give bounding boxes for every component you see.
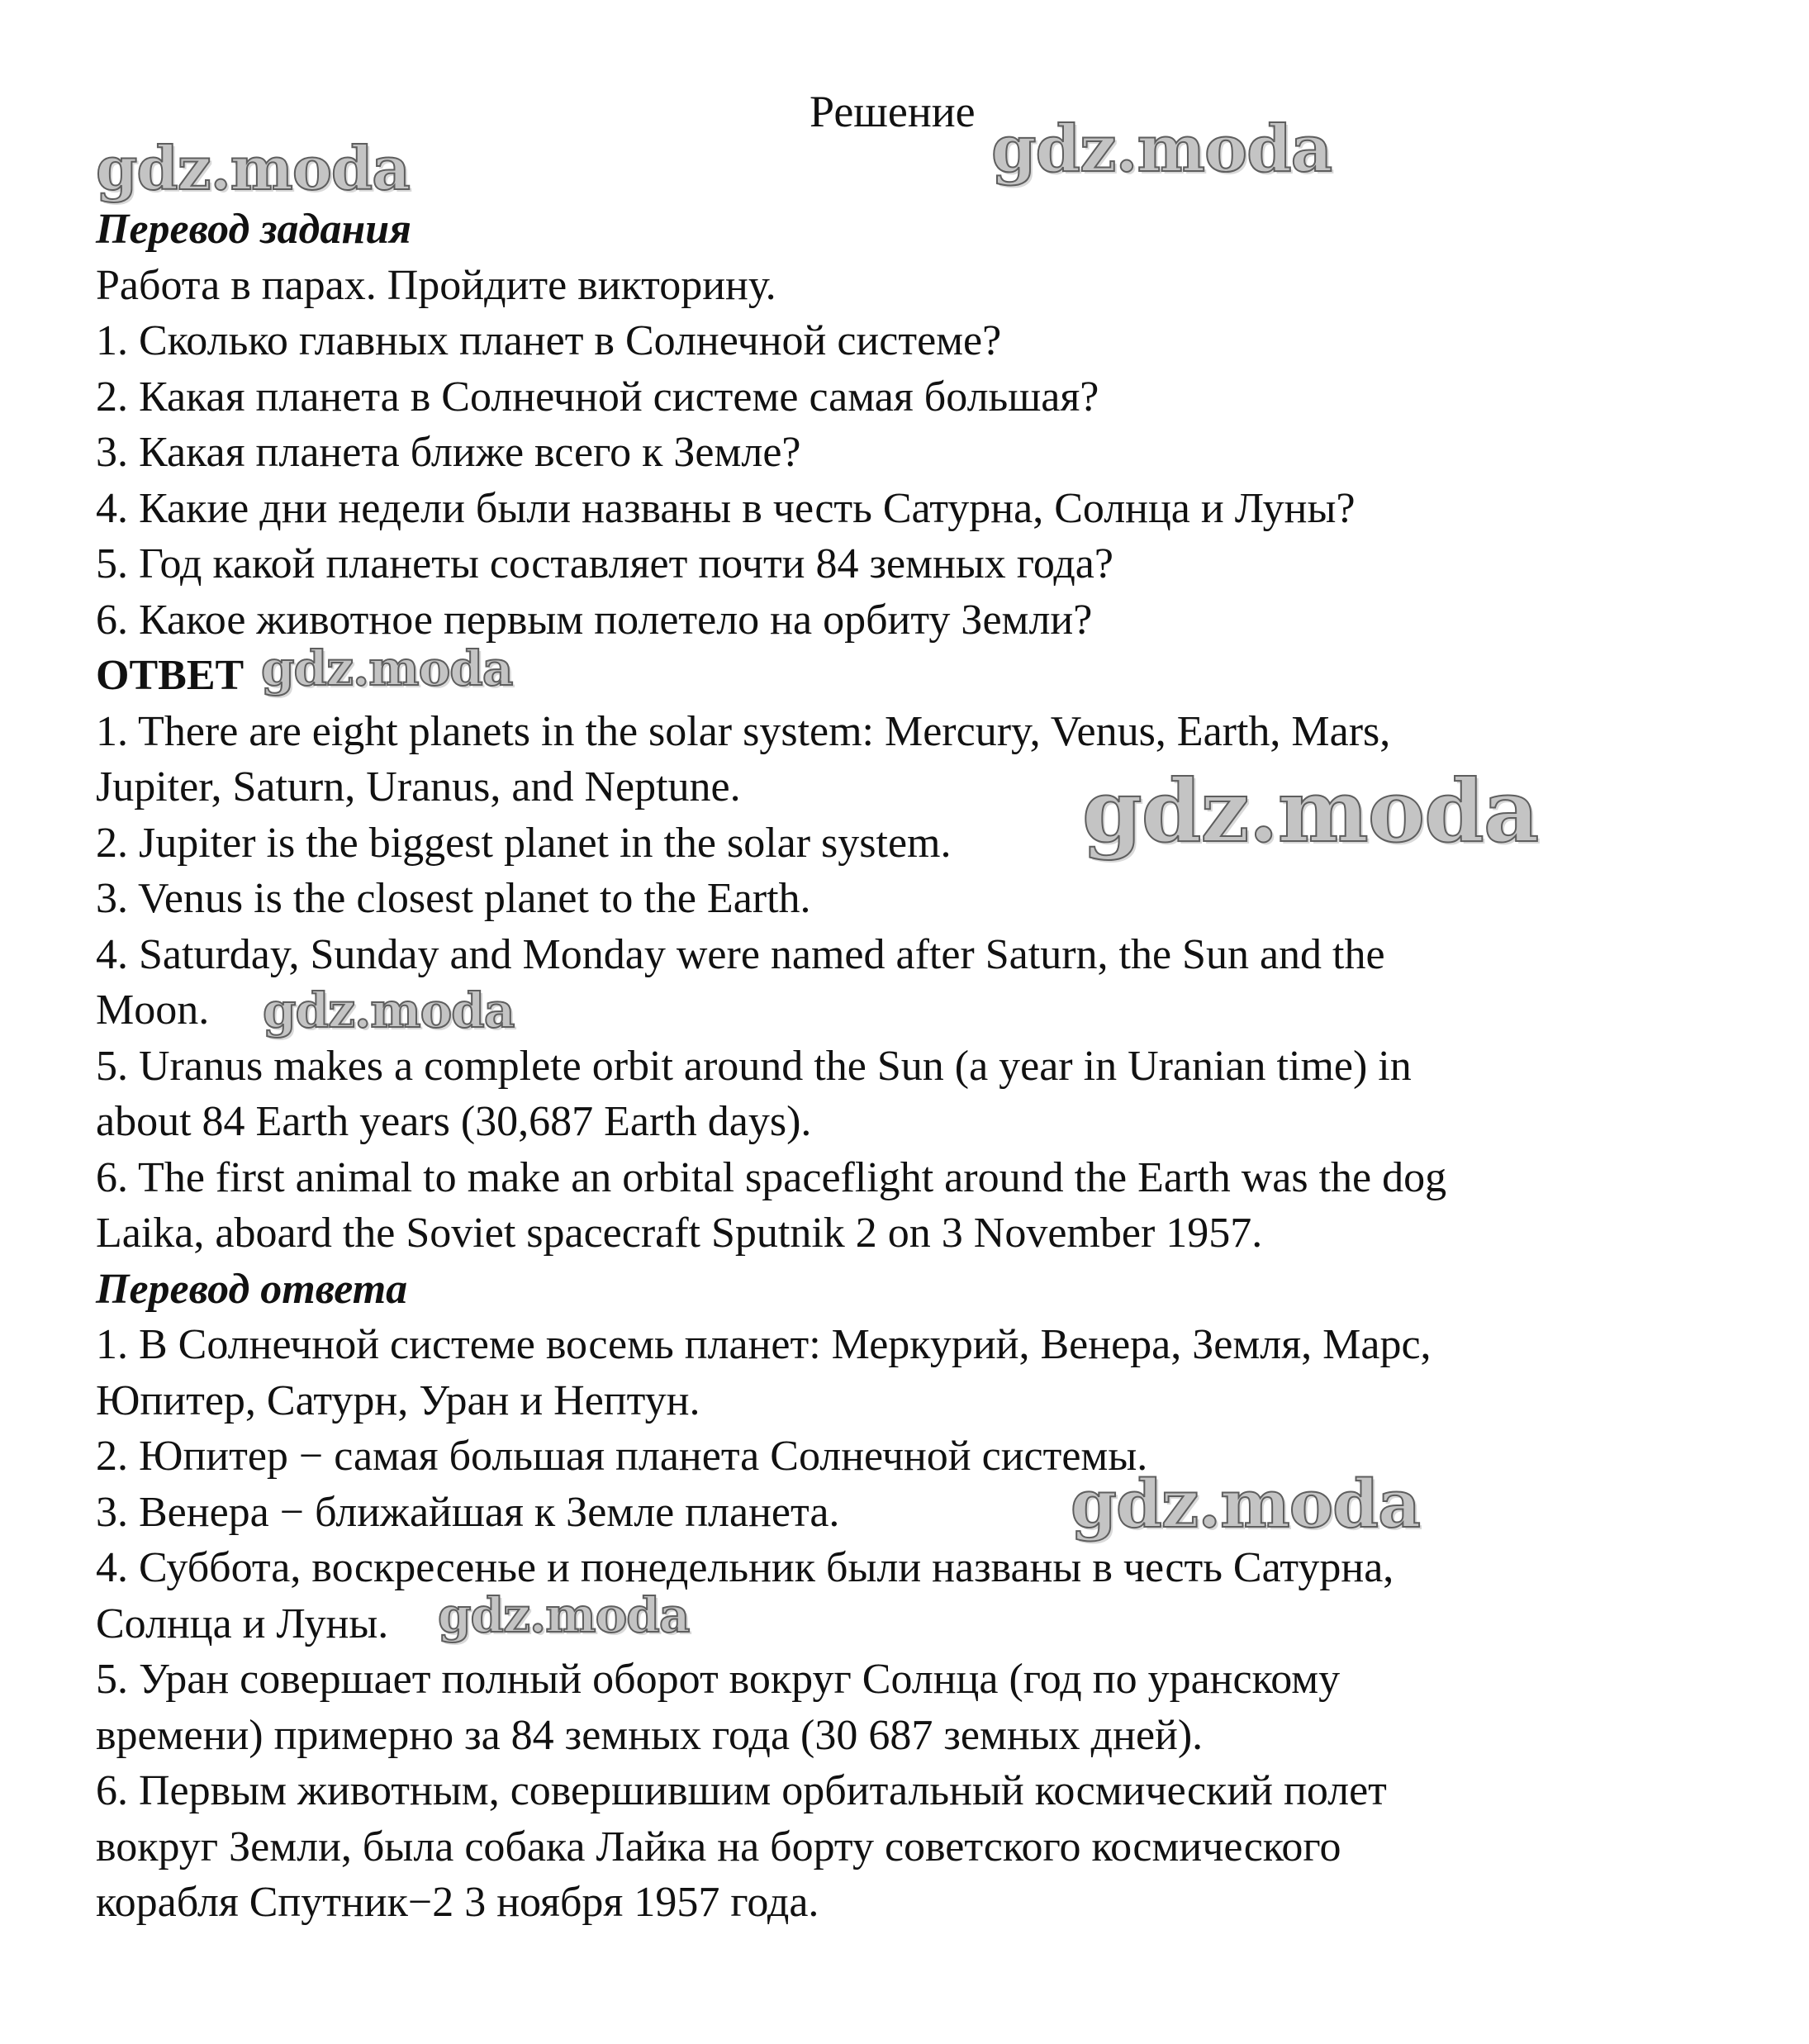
answer-translation-line: Солнца и Луны. — [96, 1600, 389, 1647]
answer-heading: ОТВЕТ — [96, 652, 245, 699]
answer-line: about 84 Earth years (30,687 Earth days). — [96, 1098, 812, 1145]
task-question: 4. Какие дни недели были названы в честь Сатурна, Солнца и Луны? — [96, 484, 1356, 532]
answer-translation-line: 1. В Солнечной системе восемь планет: Меркурий, Венера, Земля, Марс, — [96, 1321, 1432, 1368]
answer-line: 1. There are eight planets in the solar system: Mercury, Venus, Earth, Mars, — [96, 707, 1391, 755]
answer-translation-line: 4. Суббота, воскресенье и понедельник были названы в честь Сатурна, — [96, 1544, 1394, 1591]
task-question: 6. Какое животное первым полетело на орбиту Земли? — [96, 596, 1093, 644]
task-question: 3. Какая планета ближе всего к Земле? — [96, 429, 801, 476]
watermark-logo: gdz.moda — [96, 133, 410, 203]
answer-translation-heading: Перевод ответа — [96, 1265, 408, 1313]
document-body — [96, 202, 1748, 1931]
answer-translation-line: Юпитер, Сатурн, Уран и Нептун. — [96, 1376, 700, 1424]
answer-translation-line: 5. Уран совершает полный оборот вокруг Солнца (год по уранскому — [96, 1656, 1341, 1703]
answer-translation-line: 6. Первым животным, совершившим орбитальный космический полет — [96, 1767, 1387, 1814]
task-intro: Работа в парах. Пройдите викторину. — [96, 261, 776, 309]
answer-translation-line: времени) примерно за 84 земных года (30 687 земных дней). — [96, 1711, 1204, 1759]
answer-line: 5. Uranus makes a complete orbit around the Sun (a year in Uranian time) in — [96, 1042, 1412, 1090]
answer-line: 4. Saturday, Sunday and Monday were named after Saturn, the Sun and the — [96, 930, 1385, 978]
watermark-logo: gdz.moda — [1082, 760, 1539, 862]
task-translation-heading: Перевод задания — [96, 206, 411, 253]
answer-line: 3. Venus is the closest planet to the Earth. — [96, 875, 811, 922]
answer-line: Laika, aboard the Soviet spacecraft Sputnik 2 on 3 November 1957. — [96, 1210, 1263, 1257]
task-question: 5. Год какой планеты составляет почти 84 земных года? — [96, 540, 1113, 587]
answer-translation-line: вокруг Земли, была собака Лайка на борту советского космического — [96, 1823, 1341, 1870]
answer-translation-line: 3. Венера − ближайшая к Земле планета. — [96, 1488, 840, 1536]
watermark-logo: gdz.moda — [263, 982, 515, 1039]
answer-translation-line: 2. Юпитер − самая большая планета Солнечной системы. — [96, 1433, 1148, 1480]
task-question: 2. Какая планета в Солнечной системе самая большая? — [96, 373, 1099, 421]
watermark-logo: gdz.moda — [438, 1587, 690, 1643]
watermark-logo: gdz.moda — [1071, 1465, 1420, 1543]
answer-line: Moon. — [96, 986, 210, 1034]
answer-line: 2. Jupiter is the biggest planet in the solar system. — [96, 819, 952, 867]
watermark-logo: gdz.moda — [261, 640, 513, 696]
answer-translation-line: корабля Спутник−2 3 ноября 1957 года. — [96, 1879, 819, 1926]
task-question: 1. Сколько главных планет в Солнечной системе? — [96, 317, 1002, 364]
answer-line: Jupiter, Saturn, Uranus, and Neptune. — [96, 763, 741, 810]
page-title: Решение — [810, 87, 976, 136]
watermark-logo: gdz.moda — [991, 112, 1332, 187]
answer-line: 6. The first animal to make an orbital spaceflight around the Earth was the dog — [96, 1153, 1447, 1201]
